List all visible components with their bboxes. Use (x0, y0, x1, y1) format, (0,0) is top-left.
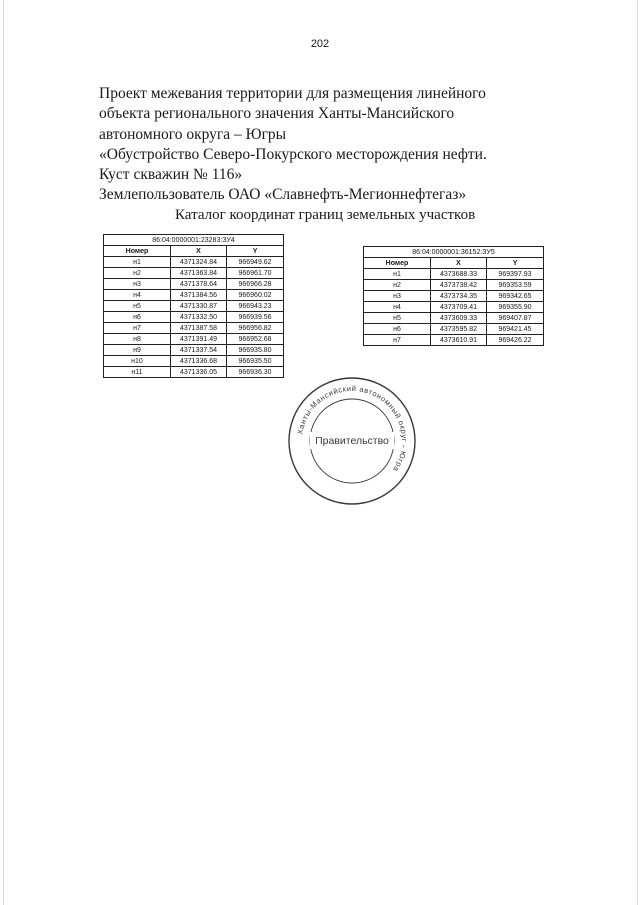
parcel-id: 86:04:0000001:36152:ЗУ5 (364, 247, 544, 258)
table-row (364, 280, 544, 291)
table-row (364, 313, 544, 324)
point-number-cell: н5 (364, 313, 431, 324)
y-coordinate-cell: 969397.93 (487, 269, 544, 280)
x-coordinate-cell: 4373709.41 (430, 302, 486, 313)
x-coordinate-cell: 4373595.82 (430, 324, 486, 335)
scan-edge-left (3, 0, 4, 905)
point-number-cell: н4 (364, 302, 431, 313)
column-header-number: Номер (104, 246, 171, 257)
table-row (104, 367, 284, 378)
table-row (104, 279, 284, 290)
x-coordinate-cell: 4371387.58 (170, 323, 226, 334)
point-number-cell: н6 (104, 312, 171, 323)
document-header (99, 84, 519, 206)
y-coordinate-cell: 969342.65 (487, 291, 544, 302)
y-coordinate-cell: 969421.45 (487, 324, 544, 335)
x-coordinate-cell: 4371336.68 (170, 356, 226, 367)
point-number-cell: н11 (104, 367, 171, 378)
header-line: Землепользователь ОАО «Славнефть-Мегионнефтегаз» (99, 186, 467, 204)
coordinates-table-zu4 (103, 234, 284, 378)
parcel-id: 86:04:0000001:23283:ЗУ4 (104, 235, 284, 246)
header-line: объекта регионального значения Ханты-Мансийского (99, 105, 455, 123)
point-number-cell: н3 (104, 279, 171, 290)
x-coordinate-cell: 4373609.33 (430, 313, 486, 324)
y-coordinate-cell: 969355.90 (487, 302, 544, 313)
point-number-cell: н5 (104, 301, 171, 312)
point-number-cell: н7 (364, 335, 431, 346)
y-coordinate-cell: 966935.80 (227, 345, 284, 356)
table-row (104, 323, 284, 334)
x-coordinate-cell: 4373688.33 (430, 269, 486, 280)
table-row (364, 335, 544, 346)
x-coordinate-cell: 4371384.56 (170, 290, 226, 301)
y-coordinate-cell: 966936.30 (227, 367, 284, 378)
table-row (104, 268, 284, 279)
table-row (104, 345, 284, 356)
official-seal (286, 375, 418, 507)
y-coordinate-cell: 966952.68 (227, 334, 284, 345)
header-line: Проект межевания территории для размещения линейного (99, 85, 486, 102)
y-coordinate-cell: 966935.50 (227, 356, 284, 367)
catalog-title: Каталог координат границ земельных участков (175, 207, 476, 223)
x-coordinate-cell: 4373734.35 (430, 291, 486, 302)
y-coordinate-cell: 966943.23 (227, 301, 284, 312)
y-coordinate-cell: 966961.70 (227, 268, 284, 279)
y-coordinate-cell: 966960.02 (227, 290, 284, 301)
point-number-cell: н2 (364, 280, 431, 291)
x-coordinate-cell: 4371391.49 (170, 334, 226, 345)
point-number-cell: н6 (364, 324, 431, 335)
x-coordinate-cell: 4371330.87 (170, 301, 226, 312)
y-coordinate-cell: 966939.56 (227, 312, 284, 323)
table-row (104, 257, 284, 268)
table-row (364, 324, 544, 335)
x-coordinate-cell: 4373738.42 (430, 280, 486, 291)
table-row (104, 301, 284, 312)
point-number-cell: н4 (104, 290, 171, 301)
coordinates-table-zu5 (363, 246, 544, 346)
column-header-y: Y (487, 258, 544, 269)
seal-ring-textpath: Ханты-Мансийский автономный округ - Югра (295, 383, 410, 474)
y-coordinate-cell: 966949.62 (227, 257, 284, 268)
x-coordinate-cell: 4371336.05 (170, 367, 226, 378)
point-number-cell: н10 (104, 356, 171, 367)
point-number-cell: н3 (364, 291, 431, 302)
x-coordinate-cell: 4373610.91 (430, 335, 486, 346)
header-line: «Обустройство Северо-Покурского месторождения нефти. (99, 145, 487, 163)
x-coordinate-cell: 4371337.54 (170, 345, 226, 356)
column-header-x: X (430, 258, 486, 269)
x-coordinate-cell: 4371378.64 (170, 279, 226, 290)
point-number-cell: н8 (104, 334, 171, 345)
y-coordinate-cell: 969407.87 (487, 313, 544, 324)
table-row (364, 302, 544, 313)
point-number-cell: н1 (104, 257, 171, 268)
y-coordinate-cell: 966966.28 (227, 279, 284, 290)
y-coordinate-cell: 969426.22 (487, 335, 544, 346)
point-number-cell: н2 (104, 268, 171, 279)
y-coordinate-cell: 966956.82 (227, 323, 284, 334)
page-number: 202 (310, 38, 330, 50)
table-row (364, 291, 544, 302)
x-coordinate-cell: 4371332.50 (170, 312, 226, 323)
table-row (104, 334, 284, 345)
table-row (104, 356, 284, 367)
point-number-cell: н9 (104, 345, 171, 356)
column-header-x: X (170, 246, 226, 257)
x-coordinate-cell: 4371324.84 (170, 257, 226, 268)
column-header-number: Номер (364, 258, 431, 269)
y-coordinate-cell: 969353.59 (487, 280, 544, 291)
table-row (104, 290, 284, 301)
column-header-y: Y (227, 246, 284, 257)
table-row (364, 269, 544, 280)
point-number-cell: н7 (104, 323, 171, 334)
seal-center-text: Правительство (315, 435, 389, 447)
table-row (104, 312, 284, 323)
header-line: автономного округа – Югры (99, 125, 287, 143)
x-coordinate-cell: 4371363.84 (170, 268, 226, 279)
scan-edge-right (637, 0, 638, 905)
point-number-cell: н1 (364, 269, 431, 280)
header-line: Куст скважин № 116» (99, 166, 243, 184)
